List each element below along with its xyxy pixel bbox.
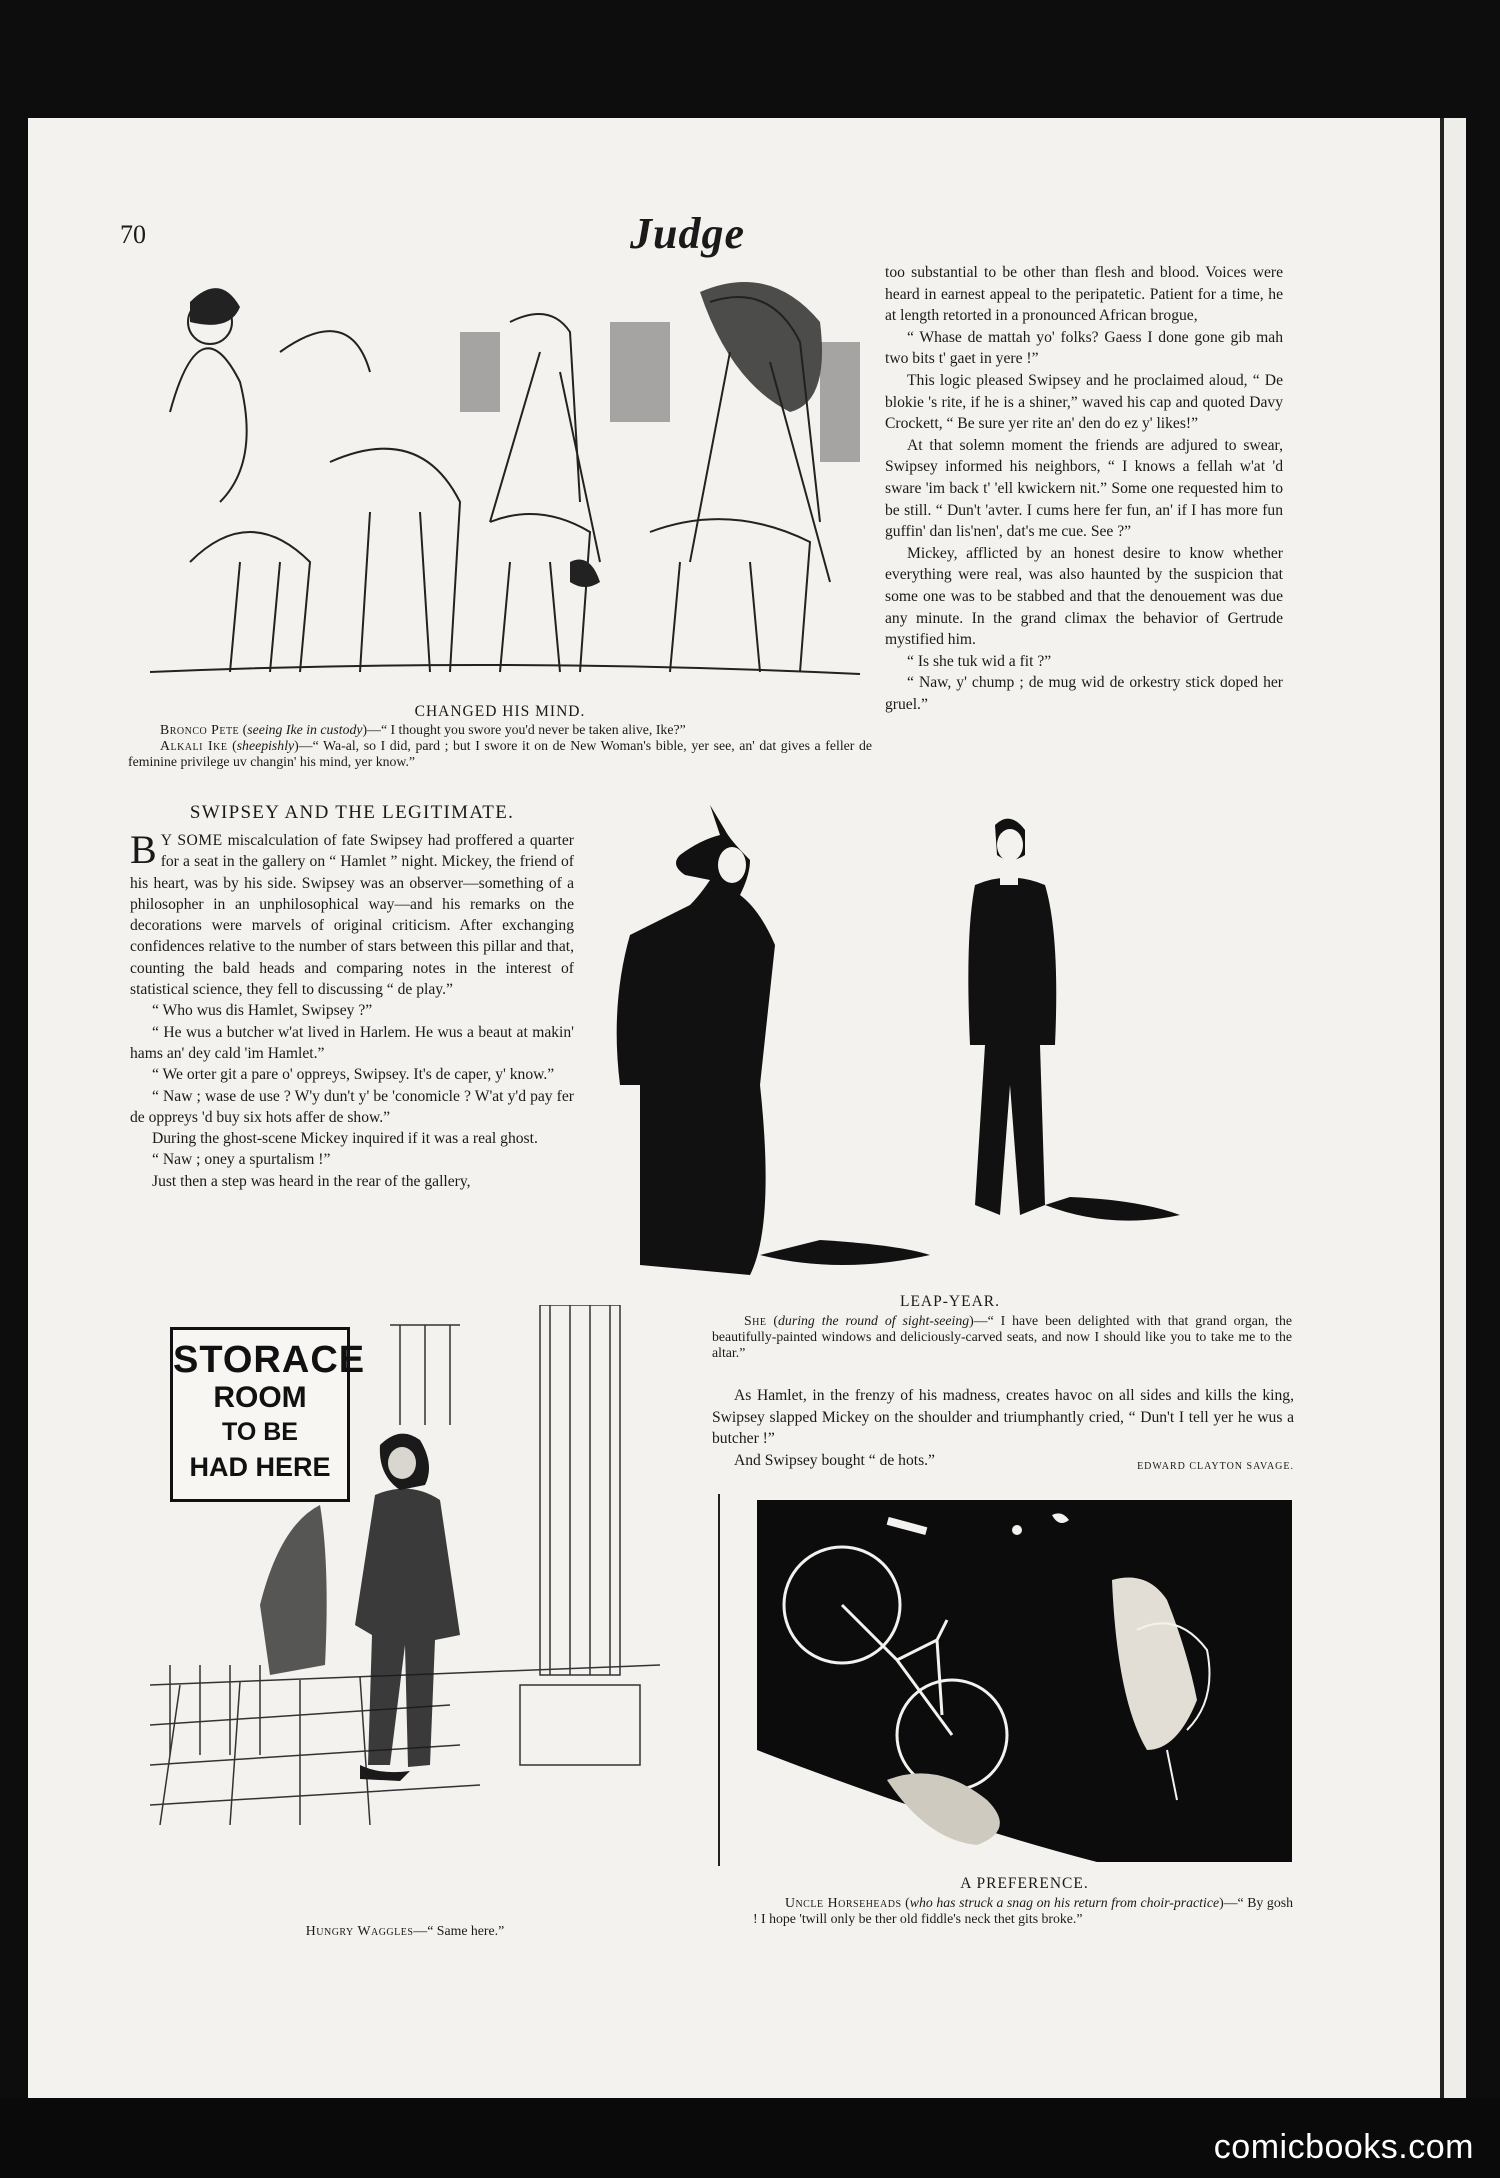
stage-direction: seeing Ike in custody [247,722,363,737]
paragraph: And Swipsey bought “ de hots.” [734,1451,935,1469]
sign-line: ROOM [213,1381,307,1414]
paragraph: Just then a step was heard in the rear of the gallery, [152,1172,471,1190]
page-number: 70 [120,220,146,249]
sign-line: TO BE [222,1418,298,1446]
next-page-edge [1444,118,1466,2098]
cartoon4-caption: Uncle Horseheads (who has struck a snag on his return from choir-practice)—“ By gosh ! I hope 'twill only be ther old fiddle's neck thet gits broke.” [753,1895,1293,1926]
paragraph: This logic pleased Swipsey and he proclaimed aloud, “ De blokie 's rite, if he is a shiner,” waved his cap and quoted Davy Crockett, “ Be sure yer rite an' den do ez y' likes!” [885,371,1283,433]
paragraph: Mickey, afflicted by an honest desire to know whether everything were real, was also haunted by the suspicion that some one was to be stabbed and that the denouement was due any minute. In the grand climax the behavior of Gertrude mystified him. [885,544,1283,649]
cartoon3-caption [150,1923,660,1939]
paragraph: “ Naw, y' chump ; de mug wid de orkestry stick doped her gruel.” [885,674,1283,713]
speaker-name: Hungry Waggles [305,1923,414,1938]
leap-year-couple-illustration [600,785,1300,1285]
speaker-name: Bronco Pete [160,722,240,737]
storage-sign [170,1327,366,1502]
paragraph: “ Who wus dis Hamlet, Swipsey ?” [152,1002,373,1020]
page-spine [1426,118,1440,2098]
sign-line: STORACE [173,1339,366,1381]
speaker-name: She [744,1313,767,1328]
author-credit: EDWARD CLAYTON SAVAGE. [1137,1460,1294,1472]
drop-cap: B [130,827,157,872]
dialogue-line: —“ Wa-al, so I did, pard ; but I swore it on de New Woman's bible, yer see, an' dat gives a feller de feminine privilege uv changin' his mind, yer know.” [128,738,872,769]
bicycle-accident-illustration [757,1500,1292,1862]
cartoon2-caption: She (during the round of sight-seeing)—“ I have been delighted with that grand organ, the beautifully-painted windows and deliciously-carved seats, and now I should like you to take me to the altar.” [712,1313,1292,1360]
paragraph: “ Whase de mattah yo' folks? Gaess I done gone gib mah two bits t' gaet in yere !” [885,328,1283,368]
story-continuation-column [885,262,1283,715]
cartoon2-title: LEAP-YEAR. [900,1293,1000,1310]
site-watermark: comicbooks.com [1213,2128,1474,2166]
stage-direction: who has struck a snag on his return from choir-practice [909,1895,1220,1910]
paragraph: miscalculation of fate Swipsey had proffered a quarter for a seat in the gallery on “ Hamlet ” night. Mickey, the friend of his heart, was by his side. Swipsey was an observer—something of a philosopher in an unphilosophical way—and his remarks on the decorations were marvels of original criticism. After exchanging confidences relative to the number of stars between this pillar and that, counting the bald heads and comparing notes in the interest of statistical science, they fell to discussing “ de play.” [130,832,575,999]
stage-direction: sheepishly [236,738,295,753]
cartoon4-frame-rule [718,1494,720,1866]
speaker-name: Alkali Ike [160,738,228,753]
dialogue-line: —“ By gosh ! I hope 'twill only be ther old fiddle's neck thet gits broke.” [753,1895,1293,1926]
cartoon1-caption: Bronco Pete (seeing Ike in custody)—“ I thought you swore you'd never be taken alive, Ike?” Alkali Ike (sheepishly)—“ Wa-al, so I did, pard ; but I swore it on de New Woman's bible, yer see, an' dat gives a feller de feminine privilege uv changin' his mind, yer know.” [128,722,872,769]
story-ending [712,1385,1294,1477]
paragraph: “ He wus a butcher w'at lived in Harlem. He wus a beaut at makin' hams an' dey cald 'im Hamlet.” [130,1023,574,1062]
dialogue-line: —“ Same here.” [413,1923,505,1938]
paragraph: too substantial to be other than flesh and blood. Voices were heard in earnest appeal to the peripatetic. Patient for a time, he at length retorted in a pronounced African brogue, [885,264,1283,325]
dialogue-line: —“ I have been delighted with that grand organ, the beautifully-painted windows and deliciously-carved seats, and now I should like you to take me to the altar.” [712,1313,1292,1360]
paragraph: “ Naw ; oney a spurtalism !” [152,1151,331,1169]
story-title: SWIPSEY AND THE LEGITIMATE. [189,802,515,823]
paragraph: “ We orter git a pare o' oppreys, Swipsey. It's de caper, y' know.” [152,1066,555,1084]
cowboy-horses-illustration [130,262,870,697]
final-line [712,1450,1294,1472]
speaker-name: Uncle Horseheads [785,1895,902,1910]
storage-room-illustration [150,1305,660,1825]
paragraph: “ Is she tuk wid a fit ?” [907,652,1052,670]
dialogue-line: —“ I thought you swore you'd never be taken alive, Ike?” [367,722,686,737]
story-column [130,827,575,1192]
paragraph: During the ghost-scene Mickey inquired if it was a real ghost. [152,1130,538,1148]
paragraph: As Hamlet, in the frenzy of his madness, creates havoc on all sides and kills the king, Swipsey slapped Mickey on the shoulder and triumphantly cried, “ Dun't I tell yer he wus a butcher !” [712,1387,1294,1448]
paragraph: “ Naw ; wase de use ? W'y dun't y' be 'conomicle ? W'at y'd pay fer de oppreys 'd buy six hots affer de show.” [130,1087,574,1126]
cartoon1-title: CHANGED HIS MIND. [414,703,586,720]
lead-words: Y SOME [160,832,223,849]
masthead-logo: Judge [630,209,745,258]
cartoon4-title: A PREFERENCE. [960,1875,1089,1892]
sign-line: HAD HERE [189,1452,331,1482]
stage-direction: during the round of sight-seeing [778,1313,970,1328]
paragraph: At that solemn moment the friends are adjured to swear, Swipsey informed his neighbors, “ I knows a fellah w'at 'd sware 'im back t' 'ell kwickern nit.” Some one requested him to be still. “ Dun't 'avter. I cums here fer fun, an' if I has more fun guffin' dan lis'nen', dat's me cue. See ?” [885,436,1283,541]
